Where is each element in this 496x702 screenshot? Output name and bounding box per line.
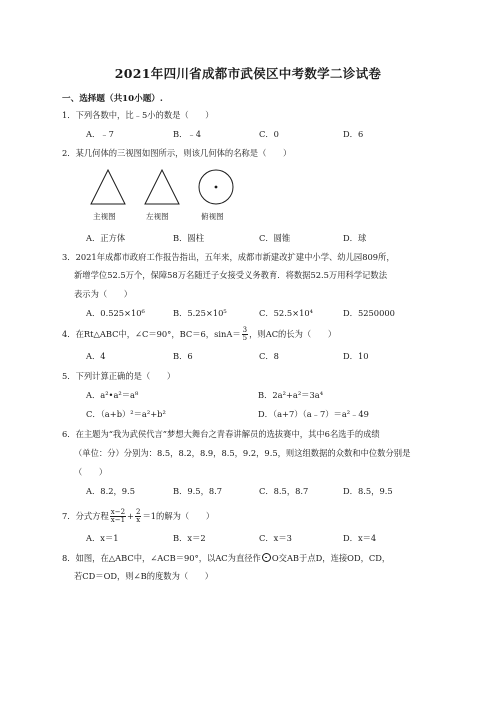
question-2-option-d: D．球 [343, 233, 367, 243]
fraction-denominator: x [136, 516, 141, 524]
question-7-prefix: 7．分式方程 [62, 511, 109, 521]
sin-a-fraction [242, 327, 248, 342]
question-7-suffix: ＝1的解为（ ） [142, 511, 215, 521]
question-5-option-a: A．a²•a²＝a⁸ [86, 390, 139, 400]
question-6-line-2: （单位：分）分别为：8.5，8.2，8.9，8.5，9.2，9.5，则这组数据的众数和中位数分别是 [74, 448, 411, 458]
front-view-caption: 主视图 [93, 212, 116, 221]
exam-title: 2021年四川省成都市武侯区中考数学二诊试卷 [114, 66, 382, 81]
question-5-option-b: B．2a²+a²＝3a⁴ [258, 390, 324, 400]
question-8-line-1 [62, 553, 390, 564]
question-2-stem: 2．某几何体的三视图如图所示，则该几何体的名称是（ ） [62, 148, 292, 158]
question-4-suffix: ，则AC的长为（ ） [249, 329, 337, 339]
question-1-option-d: D．6 [343, 129, 364, 139]
fraction-numerator: 2 [136, 508, 141, 516]
top-view-caption: 俯视图 [201, 212, 224, 221]
side-view-caption: 左视图 [146, 212, 169, 221]
question-7-option-b: B．x＝2 [173, 533, 206, 543]
question-3-option-c: C．52.5×10⁴ [259, 308, 313, 318]
side-view-triangle [142, 168, 182, 208]
question-4-prefix: 4．在Rt△ABC中，∠C＝90°，BC＝6，sinA＝ [62, 329, 241, 339]
question-1-option-b: B．﹣4 [173, 129, 201, 139]
question-6-option-c: C．8.5，8.7 [259, 486, 309, 496]
question-1-stem: 1．下列各数中，比﹣5小的数是（ ） [62, 110, 214, 120]
fraction-numerator: 3 [242, 326, 248, 334]
question-5-option-c: C．（a+b）²＝a²+b² [86, 409, 166, 419]
question-2-option-b: B．圆柱 [173, 233, 204, 243]
question-4-option-a: A．4 [86, 351, 106, 361]
question-6-option-a: A．8.2，9.5 [86, 486, 135, 496]
question-6-option-b: B．9.5，8.7 [173, 486, 223, 496]
question-2-option-c: C．圆锥 [259, 233, 291, 243]
question-7-stem [62, 509, 214, 524]
equation-fraction-2 [135, 509, 141, 524]
fraction-denominator: x−1 [110, 516, 126, 524]
circle-symbol-icon [262, 553, 271, 562]
question-7-option-d: D．x＝4 [343, 533, 377, 543]
front-view-triangle [88, 168, 128, 208]
question-3-line-1: 3．2021年成都市政府工作报告指出，五年来，成都市新建改扩建中小学、幼儿园809所， [62, 252, 395, 262]
question-5-option-d: D．（a+7）（a﹣7）＝a²﹣49 [258, 409, 369, 419]
question-8-line-2: 若CD＝OD，则∠B的度数为（ ） [74, 571, 214, 581]
question-8-line-1-b: O交AB于点D，连接OD，CD， [271, 553, 391, 563]
question-4-option-d: D．10 [343, 351, 369, 361]
question-2-option-a: A．正方体 [86, 233, 126, 243]
question-1-option-a: A．﹣7 [86, 129, 114, 139]
question-4-option-c: C．8 [259, 351, 279, 361]
top-view-circle [196, 167, 236, 207]
question-3-line-3: 表示为（ ） [74, 289, 133, 299]
question-3-option-d: D．5250000 [343, 308, 395, 318]
question-1-option-c: C．0 [259, 129, 279, 139]
question-6-line-3: （ ） [74, 467, 108, 477]
question-4-stem [62, 327, 336, 342]
fraction-denominator: 5 [242, 334, 248, 342]
question-7-option-a: A．x＝1 [86, 533, 119, 543]
question-6-option-d: D．8.5，9.5 [343, 486, 393, 496]
question-3-option-a: A．0.525×10⁶ [86, 308, 145, 318]
fraction-numerator: x−2 [110, 508, 126, 516]
equation-fraction-1 [110, 509, 126, 524]
question-4-option-b: B．6 [173, 351, 193, 361]
plus-sign: + [127, 511, 134, 521]
question-3-line-2: 新增学位52.5万个，保障58万名随迁子女接受义务教育．将数据52.5万用科学记数法 [74, 270, 388, 280]
question-8-line-1-a: 8．如图，在△ABC中，∠ACB＝90°，以AC为直径作 [62, 553, 261, 563]
question-7-option-c: C．x＝3 [259, 533, 292, 543]
question-3-option-b: B．5.25×10⁵ [173, 308, 227, 318]
question-6-line-1: 6．在主题为“我为武侯代言”梦想大舞台之青春讲解员的选拔赛中，其中6名选手的成绩 [62, 429, 380, 439]
section-heading: 一、选择题（共10小题）. [62, 94, 163, 104]
question-5-stem: 5．下列计算正确的是（ ） [62, 371, 176, 381]
